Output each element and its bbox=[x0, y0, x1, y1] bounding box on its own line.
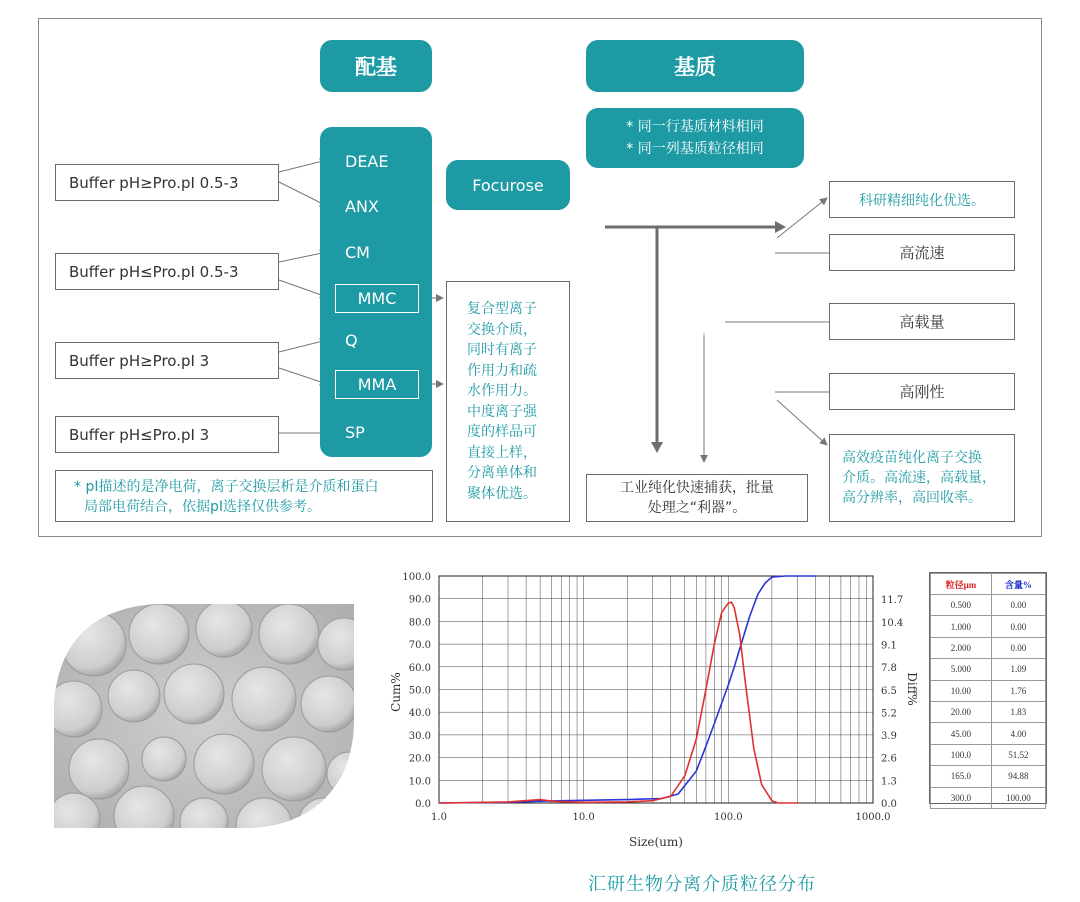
y2-tick-label: 1.3 bbox=[881, 776, 897, 788]
psd-table-row bbox=[931, 766, 1046, 787]
psd-table-row bbox=[931, 595, 1046, 616]
x-tick-label: 10.0 bbox=[572, 812, 595, 823]
y2-tick-label: 9.1 bbox=[881, 640, 897, 652]
matrix-hf: HF bbox=[680, 384, 702, 403]
psd-table-row bbox=[931, 723, 1046, 744]
focurose-label: Focurose bbox=[446, 160, 570, 210]
psd-cell-content: 0.00 bbox=[991, 616, 1045, 637]
mixed-mode-line: 中度离子强 bbox=[467, 403, 537, 420]
y-tick-label: 50.0 bbox=[408, 685, 431, 697]
y2-tick-label: 10.4 bbox=[881, 617, 904, 629]
vaccine-note-line: 介质。高流速，高载量， bbox=[842, 470, 996, 486]
y2-tick-label: 3.9 bbox=[881, 731, 897, 743]
matrix-header: 基质 bbox=[586, 40, 804, 92]
psd-cell-size: 20.00 bbox=[931, 701, 992, 722]
mixed-mode-line: 作用力和疏 bbox=[467, 362, 537, 379]
buffer-box-4: Buffer pH≤Pro.pI 3 bbox=[55, 416, 279, 453]
y-tick-label: 90.0 bbox=[408, 594, 431, 606]
feature-high-flow: 高流速 bbox=[829, 234, 1015, 271]
rigidity-label bbox=[626, 305, 641, 393]
vaccine-note-line: 高效疫苗纯化离子交换 bbox=[842, 450, 982, 466]
psd-cell-size: 2.000 bbox=[931, 637, 992, 658]
psd-cell-size: 165.0 bbox=[931, 766, 992, 787]
mixed-mode-line: 交换介质， bbox=[467, 321, 537, 338]
pi-note-line-1: * pI描述的是净电荷，离子交换层析是介质和蛋白 bbox=[74, 479, 379, 495]
mixed-mode-line: 水作用力。 bbox=[467, 383, 537, 399]
ligand-cm: CM bbox=[345, 243, 370, 262]
chart-caption: 汇研生物分离介质粒径分布 bbox=[588, 874, 816, 895]
psd-table-row bbox=[931, 659, 1046, 680]
x-tick-label: 1000.0 bbox=[855, 812, 891, 823]
matrix-hpr: HPR bbox=[729, 381, 774, 406]
feature-high-capacity: 高载量 bbox=[829, 303, 1015, 340]
rigidity-char: 大 bbox=[626, 373, 642, 391]
psd-table-row bbox=[931, 701, 1046, 722]
psd-cell-content: 4.00 bbox=[991, 723, 1045, 744]
ligand-mmc: MMC bbox=[335, 284, 419, 313]
matrix-note-line-2: * 同一列基质粒径相同 bbox=[626, 141, 764, 157]
chart-xlabel: Size(um) bbox=[629, 835, 683, 849]
mixed-mode-line: 同时有离子 bbox=[467, 342, 537, 358]
pi-note bbox=[55, 470, 433, 522]
psd-cell-content: 100.00 bbox=[991, 787, 1045, 808]
psd-cell-content: 51.52 bbox=[991, 744, 1045, 765]
ligand-anx: ANX bbox=[345, 197, 379, 216]
psd-cell-size: 45.00 bbox=[931, 723, 992, 744]
x-tick-label: 100.0 bbox=[714, 812, 743, 823]
psd-cell-content: 1.76 bbox=[991, 680, 1045, 701]
y2-tick-label: 11.7 bbox=[881, 595, 904, 607]
psd-table-grid bbox=[930, 573, 1046, 809]
psd-chart bbox=[380, 565, 920, 855]
feature-high-rigidity: 高刚性 bbox=[829, 373, 1015, 410]
mixed-mode-line: 聚体优选。 bbox=[467, 485, 537, 502]
y2-tick-label: 6.5 bbox=[881, 685, 897, 697]
vaccine-note bbox=[829, 434, 1015, 522]
mixed-mode-line: 分离单体和 bbox=[467, 465, 537, 481]
psd-table-row bbox=[931, 616, 1046, 637]
buffer-box-2: Buffer pH≤Pro.pI 0.5-3 bbox=[55, 253, 279, 290]
matrix-note-line-1: * 同一行基质材料相同 bbox=[626, 119, 764, 135]
series-line-differential bbox=[439, 602, 797, 803]
psd-table-row bbox=[931, 637, 1046, 658]
psd-header-size: 粒径µm bbox=[931, 574, 992, 595]
y-tick-label: 0.0 bbox=[415, 799, 431, 810]
y-tick-label: 60.0 bbox=[408, 662, 431, 674]
mixed-mode-line: 直接上样， bbox=[467, 444, 537, 461]
psd-cell-content: 1.09 bbox=[991, 659, 1045, 680]
ligand-deae: DEAE bbox=[345, 152, 389, 171]
matrix-xl: XL bbox=[675, 310, 725, 335]
y2-tick-label: 7.8 bbox=[881, 663, 897, 675]
y-tick-label: 80.0 bbox=[408, 617, 431, 629]
industrial-note-line-1: 工业纯化快速捕获，批量 bbox=[620, 480, 774, 496]
microsphere-image bbox=[54, 604, 354, 828]
industrial-note bbox=[586, 474, 808, 522]
resolution-label: 分辨率增大 bbox=[620, 202, 696, 220]
industrial-note-line-2: 处理之“利器”。 bbox=[647, 500, 747, 516]
ligand-sp: SP bbox=[345, 423, 365, 442]
y-tick-label: 40.0 bbox=[408, 708, 431, 720]
y2-tick-label: 5.2 bbox=[881, 708, 897, 720]
psd-cell-size: 0.500 bbox=[931, 595, 992, 616]
matrix-bb: BB bbox=[626, 244, 648, 263]
mixed-mode-line: 度的样品可 bbox=[467, 424, 537, 440]
chart-y2-ticks bbox=[881, 595, 903, 810]
y2-tick-label: 2.6 bbox=[881, 753, 897, 765]
chart-ylabel-left: Cum% bbox=[389, 672, 403, 712]
buffer-box-3: Buffer pH≥Pro.pI 3 bbox=[55, 342, 279, 379]
psd-cell-size: 100.0 bbox=[931, 744, 992, 765]
chart-y-ticks bbox=[402, 572, 431, 810]
pi-note-line-2: 局部电荷结合，依据pI选择仅供参考。 bbox=[84, 499, 322, 515]
rigidity-char: 刚 bbox=[626, 307, 642, 325]
psd-cell-size: 10.00 bbox=[931, 680, 992, 701]
y-tick-label: 10.0 bbox=[408, 776, 431, 788]
psd-cell-content: 1.83 bbox=[991, 701, 1045, 722]
rigidity-char: 增 bbox=[626, 351, 642, 369]
research-note: 科研精细纯化优选。 bbox=[829, 181, 1015, 218]
psd-cell-size: 5.000 bbox=[931, 659, 992, 680]
psd-header-content: 含量% bbox=[991, 574, 1045, 595]
chart-ylabel-right: Diff% bbox=[905, 672, 919, 706]
psd-table bbox=[929, 572, 1047, 804]
psd-table-row bbox=[931, 680, 1046, 701]
y-tick-label: 30.0 bbox=[408, 730, 431, 742]
psd-cell-size: 1.000 bbox=[931, 616, 992, 637]
ligand-mma: MMA bbox=[335, 370, 419, 399]
psd-table-row bbox=[931, 787, 1046, 808]
matrix-notes bbox=[586, 108, 804, 168]
chart-x-ticks bbox=[431, 812, 890, 823]
ligand-q: Q bbox=[345, 331, 358, 350]
psd-cell-size: 300.0 bbox=[931, 787, 992, 808]
psd-cell-content: 0.00 bbox=[991, 637, 1045, 658]
psd-table-row bbox=[931, 744, 1046, 765]
y-tick-label: 20.0 bbox=[408, 753, 431, 765]
rigidity-char: 性 bbox=[626, 329, 642, 347]
x-tick-label: 1.0 bbox=[431, 812, 447, 823]
y-tick-label: 100.0 bbox=[402, 572, 431, 583]
matrix-hp: HP bbox=[729, 241, 774, 266]
ligand-header: 配基 bbox=[320, 40, 432, 92]
psd-cell-content: 94.88 bbox=[991, 766, 1045, 787]
matrix-ff: FF bbox=[680, 244, 699, 263]
mixed-mode-line: 复合型离子 bbox=[467, 301, 537, 317]
buffer-box-1: Buffer pH≥Pro.pI 0.5-3 bbox=[55, 164, 279, 201]
y-tick-label: 70.0 bbox=[408, 640, 431, 652]
vaccine-note-line: 高分辨率，高回收率。 bbox=[842, 490, 982, 506]
y2-tick-label: 0.0 bbox=[881, 799, 897, 810]
psd-cell-content: 0.00 bbox=[991, 595, 1045, 616]
chart-grid bbox=[439, 576, 873, 803]
mixed-mode-note bbox=[446, 281, 570, 522]
